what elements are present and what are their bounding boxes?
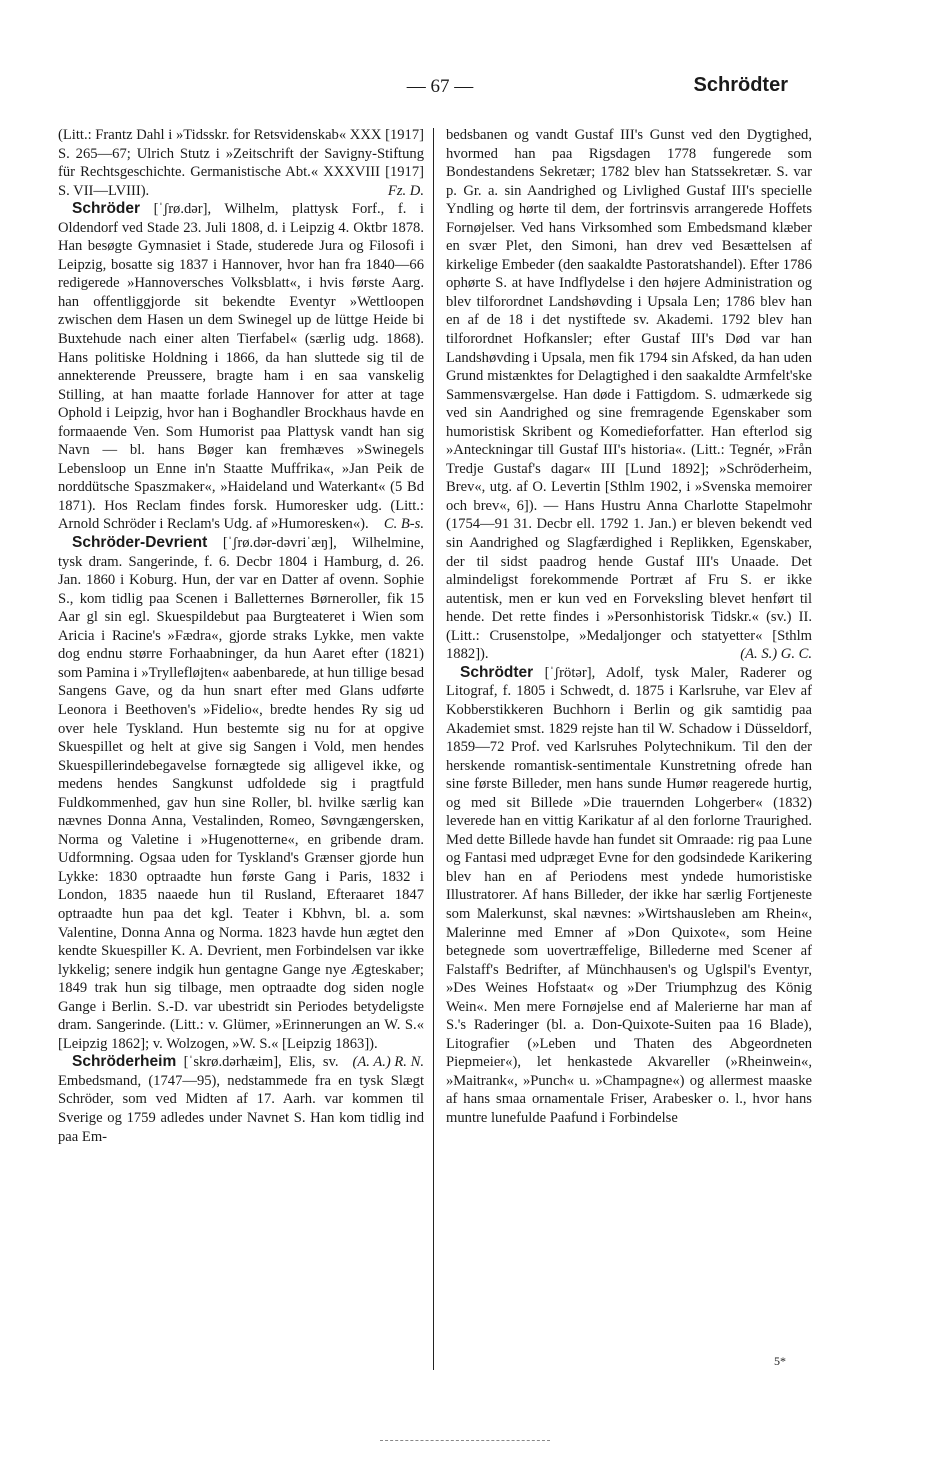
entry-text: bedsbanen og vandt Gustaf III's Gunst ved den Dygtighed, hvormed han paa Rigsdagen 1778 fungerede som Bondestandens Sekretær; 1782 blev han Statssekretær. S. var p. Gr. a. sin Aandrighed og Livlighed Gustaf III's specielle Yndling og hørte til dem, der fortrinsvis arrangerede Hoffets Fornøjelser. Ved hans Virksomhed som Embedsmand klæber en svær Plet, den Simoni, han drev ved Besættelsen af kirkelige Embeder (den saakaldte Pastoratshandel). Efter 1786 ophørte S. at have Indflydelse i den højere Administration og blev tilforordnet Landshøvding i Upsala Len; 1786 blev han en af de 18 i det nystiftede sv. Akademi. 1792 blev han tilforordnet Hofkansler; efter Gustaf III's Død var han Landshøvding i Upsala, men fik 1794 sin Afsked, da han uden Grund mistænktes for Delagtighed i den saakaldte Armfelt'ske Sammensværgelse. Han døde i Fattigdom. S. udmærkede sig ved sin Aandrighed og sine fremragende Egenskaber som humoristisk Skribent og Komedieforfatter. Han efterlod sig »Anteckningar till Gustaf III's historia«. (Litt.: Tegnér, »Från Tredje Gustaf's dagar« III [Lund 1892]; »Schröderheim, Brev«, utg. af O. Levertin [Sthlm 1902, i »Svenska memoirer och brev«, 6]). — Hans Hustru Anna Charlotte Stapelmohr (1754—91 31. Decbr ell. 1792 1. Jan.) er bleven bekendt ved sin Aandrighed og Slagfærdighed i Replikken, Egenskaber, der til sidst paadrog hende Gustaf III's Unaade. Det almindeligst forekommende Portræt af Fru S. er ikke autentisk, men er kun ved en Forveksling blevet henført til hende. Det rette findes i »Personhistorisk Tidskr.« (sv.) II. (Litt.: Crusenstolpe, »Medaljonger och statyetter« [Sthlm 1882]). bbox=[446, 127, 812, 663]
page-number: — 67 — bbox=[406, 76, 474, 97]
entry-headword: Schröder-Devrient bbox=[72, 534, 208, 552]
left-column bbox=[58, 126, 424, 1146]
signature-mark: 5* bbox=[774, 1354, 786, 1368]
entry-text: [ˈskrø.dərhæim], Elis, sv. Embedsmand, (1747—95), nedstammede fra en tysk Slægt Schröder, som ved Midten af 17. Aarh. var kommen til Sverige og 1759 adledes under Navnet S. Han kom tidlig ind paa Em- bbox=[58, 1054, 424, 1145]
entry-text: [ˈʃrø.dər], Wilhelm, plattysk Forf., f. i Oldendorf ved Stade 23. Juli 1808, d. i Leipzig 4. Oktbr 1878. Han besøgte Gymnasiet i Stade, studerede Jura og Filosofi i Leipzig, bosatte sig 1837 i Hannover, hvor han fra 1840—66 redigerede »Hannoversches Volksblatt«, i hvis første Aarg. han offentliggjorde sit bekendte Eventyr »Wettloopen zwischen dem Hasen un dem Swinegel up de lüttge Heide bi Buxtehude nach einer alten Tierfabel« (særlig udg. 1868). Hans politiske Holdning i 1866, da han sluttede sig til de annekterende Preussere, bragte ham i en saa vanskelig Stilling, at han maatte forlade Hannover for atter at tage Ophold i Leipzig, hvor han i Boghandler Brockhaus havde en formaaende Ven. Som Humorist paa Plattysk vandt han sig Navn — bl. hans Bøger kan fremhæves »Swinegels Lebensloop un Enne in'n Staatte Muffrika«, »Jan Peik de norddütsche Spaszmaker«, »Haideland und Waterkant« (5 Bd 1871). Hos Reclam findes forsk. Humoresker udg. (Litt.: Arnold Schröder i Reclam's Udg. af »Humoresken«). bbox=[58, 201, 424, 533]
continued-entry bbox=[446, 126, 812, 664]
entry-schroder bbox=[58, 200, 424, 534]
continued-entry bbox=[58, 126, 424, 200]
entry-text: [ˈʃrø.dər-dəvriˈæŋ], Wilhelmine, tysk dram. Sangerinde, f. 6. Decbr 1804 i Hamburg, d. 26. Jan. 1860 i Koburg. Hun, der var en Datter af ovenn. Sophie S., kom tidlig paa Scenen i Balletternes Børneroller, fik 15 Aar gl sin egl. Skuespildebut paa Burgteateret i Wien som Aricia i Racine's »Fædra«, gjorde straks Lykke, men vakte dog endnu større Forhaabninger, da hun Aaret efter (1821) som Pamina i »Tryllefløjten« aabenbarede, at hun tillige besad Sangens Gave, og da hun snart efter med Glans udførte Leonora i Beethoven's »Fidelio«, bredte hendes Ry sig ud over hele Tyskland. Hun bestemte sig nu for at opgive Skuespillet og helt at give sig Sangen i Vold, men hendes Skuespillerindebegavelse fornægtede sig alligevel ikke, og medens hendes Sangkunst udfoldede sig i pragtfuld Fuldkommenhed, gav hun sine Roller, bl. hvilke særlig kan nævnes Donna Anna, Vestalinden, Romeo, Søvngængersken, Norma og Valetine i »Hugenotterne«, en gribende dram. Udformning. Ogsaa uden for Tyskland's Grænser gjorde hun Lykke: 1830 optraadte hun første Gang i Paris, 1832 i London, 1835 naaede hun til Rusland, Efteraaret 1847 optraadte hun paa det kgl. Teater i Kbhvn, bl. a. som Valentine, Donna Anna og Norma. 1823 havde hun ægtet den kendte Skuespiller K. A. Devrient, men Forbindelsen var ikke lykkelig; senere indgik hun gentagne Gange nye Ægteskaber; 1849 trak hun sig tilbage, men optraadte dog siden nogle Gange i Berlin. S.-D. var ubestridt sin Periodes betydeligste dram. Sangerinde. (Litt.: v. Glümer, »Erinnerungen an W. S.« [Leipzig 1862]; v. Wolzogen, »W. S.« [Leipzig 1863]). bbox=[58, 535, 424, 1052]
entry-text: (Litt.: Frantz Dahl i »Tidsskr. for Retsvidenskab« XXX [1917] S. 265—67; Ulrich Stutz i »Zeitschrift der Savigny-Stiftung für Rechtsgeschichte. Germanistische Abt.« XXXVIII [1917] S. VII—LVIII). bbox=[58, 127, 424, 199]
author-signature: (A. S.) G. C. bbox=[740, 646, 812, 663]
author-signature: C. B-s. bbox=[383, 516, 424, 533]
entry-text: [ˈʃrötər], Adolf, tysk Maler, Raderer og Litograf, f. 1805 i Schwedt, d. 1875 i Karlsruhe, var Elev af Kobberstikkeren Buchhorn i Berlin og gik samtidig paa Akademiet smst. 1829 rejste han til W. Schadow i Düsseldorf, 1859—72 Prof. ved Karlsruhes Polytechnikum. Til den der herskende romantisk-sentimentale Kunstretning ofrede han sine første Billeder, men hans sunde Humør reagerede hurtig, og med sit Billede »Die trauernden Lohgerber« (1832) leverede han en vittig Karikatur af al den forlorne Traurighed. Med dette Billede havde han fundet sit Omraade: rig paa Lune og Fantasi med udpræget Evne for den godsindede Karikering blev han en af Periodens mest yndede humoristiske Illustratorer. Af hans Billeder, der ikke har særlig Fortjeneste som Malerkunst, skal nævnes: »Wirtshausleben am Rhein«, Malerinne med Emner af »Don Quixote«, som Heine betegnede som uovertræffelige, Billederne med Scener af Falstaff's Bedrifter, af Münchhausen's og Uglspil's Eventyr, »Des Weines Hofstaat« og »Der Triumphzug des König Wein«. Men mere Fornøjelse end af Malerierne har man af S.'s Raderinger (bl. a. Don-Quixote-Suiten paa 16 Blade), Litografier (»Leben und Thaten des Abgeordneten Piepmeier«), let henkastede Akvareller (»Rheinwein«, »Maitrank«, »Punch« u. »Champagne«) og allermest maaske af hans smaa ornamentale Friser, Arabesker o. l., hvor hans muntre lunefulde Paafund i Forbindelse bbox=[446, 664, 812, 1126]
author-signature: Fz. D. bbox=[387, 182, 424, 199]
entry-schrodter bbox=[446, 664, 812, 1128]
column-divider bbox=[433, 128, 434, 1370]
page-header bbox=[0, 74, 928, 104]
entry-headword: Schrödter bbox=[460, 663, 534, 681]
author-signature: (A. A.) R. N. bbox=[352, 1054, 424, 1071]
running-head: Schrödter bbox=[693, 74, 788, 96]
bottom-rule bbox=[380, 1440, 550, 1442]
entry-headword: Schröder bbox=[72, 200, 141, 218]
right-column bbox=[446, 126, 812, 1128]
entry-headword: Schröderheim bbox=[72, 1053, 177, 1071]
